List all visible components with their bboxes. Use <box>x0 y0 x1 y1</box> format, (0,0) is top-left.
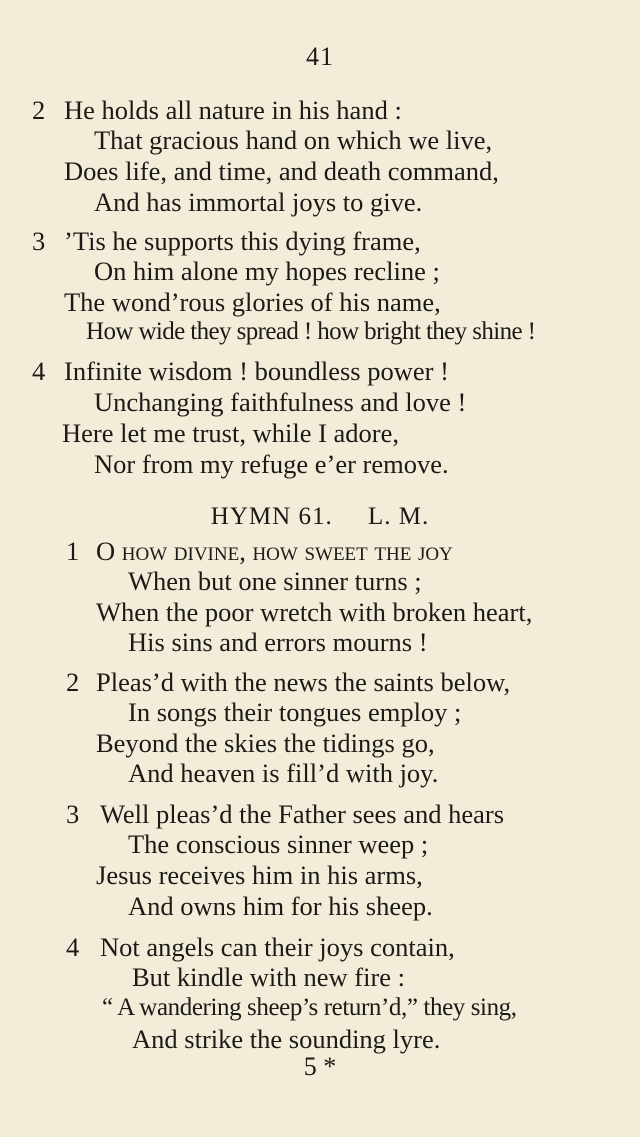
hymn-title: HYMN 61. <box>210 503 333 530</box>
verse-line: Not angels can their joys contain, <box>100 932 455 962</box>
page-number: 41 <box>306 42 334 71</box>
stanza-number: 2 <box>32 95 46 125</box>
verse-line: Well pleas’d the Father sees and hears <box>100 799 505 829</box>
verse-line: Jesus receives him in his arms, <box>96 860 423 890</box>
verse-line: That gracious hand on which we live, <box>94 125 493 155</box>
stanza-number: 4 <box>32 356 46 386</box>
verse-line: How wide they spread ! how bright they shine ! <box>86 318 536 345</box>
verse-line: ’Tis he supports this dying frame, <box>64 226 421 256</box>
verse-line: Beyond the skies the tidings go, <box>96 728 435 758</box>
verse-line: When the poor wretch with broken heart, <box>96 597 533 627</box>
stanza-number: 2 <box>66 667 80 697</box>
verse-line: “ A wandering sheep’s return’d,” they sing, <box>102 994 517 1021</box>
verse-line: In songs their tongues employ ; <box>128 697 462 727</box>
hymn-heading <box>0 503 640 531</box>
verse-line: And strike the sounding lyre. <box>132 1024 441 1054</box>
verse-line: When but one sinner turns ; <box>128 566 422 596</box>
verse-line: Does life, and time, and death command, <box>64 156 499 186</box>
first-word: O <box>96 536 116 566</box>
stanza-number: 3 <box>66 799 80 829</box>
verse-line: The conscious sinner weep ; <box>128 829 429 859</box>
verse-line: He holds all nature in his hand : <box>64 95 402 125</box>
stanza-number: 1 <box>66 536 80 566</box>
stanza-number: 4 <box>66 932 80 962</box>
verse-line: The wond’rous glories of his name, <box>64 287 441 317</box>
signature-mark: 5 * <box>303 1052 337 1081</box>
verse-line: Nor from my refuge e’er remove. <box>94 449 449 479</box>
first-line-rest: how divine, how sweet the joy <box>121 536 453 566</box>
verse-line: And has immortal joys to give. <box>94 187 423 217</box>
verse-line: Pleas’d with the news the saints below, <box>96 667 511 697</box>
verse-line: But kindle with new fire : <box>132 962 406 992</box>
verse-line-first <box>96 536 453 566</box>
hymn-meter: L. M. <box>367 503 430 530</box>
verse-line: His sins and errors mourns ! <box>128 627 428 657</box>
verse-line: Infinite wisdom ! boundless power ! <box>64 356 449 386</box>
verse-line: On him alone my hopes recline ; <box>94 256 440 286</box>
verse-line: Here let me trust, while I adore, <box>62 418 400 448</box>
verse-line: And heaven is fill’d with joy. <box>128 758 439 788</box>
verse-line: And owns him for his sheep. <box>128 891 433 921</box>
stanza-number: 3 <box>32 226 46 256</box>
verse-line: Unchanging faithfulness and love ! <box>94 387 467 417</box>
